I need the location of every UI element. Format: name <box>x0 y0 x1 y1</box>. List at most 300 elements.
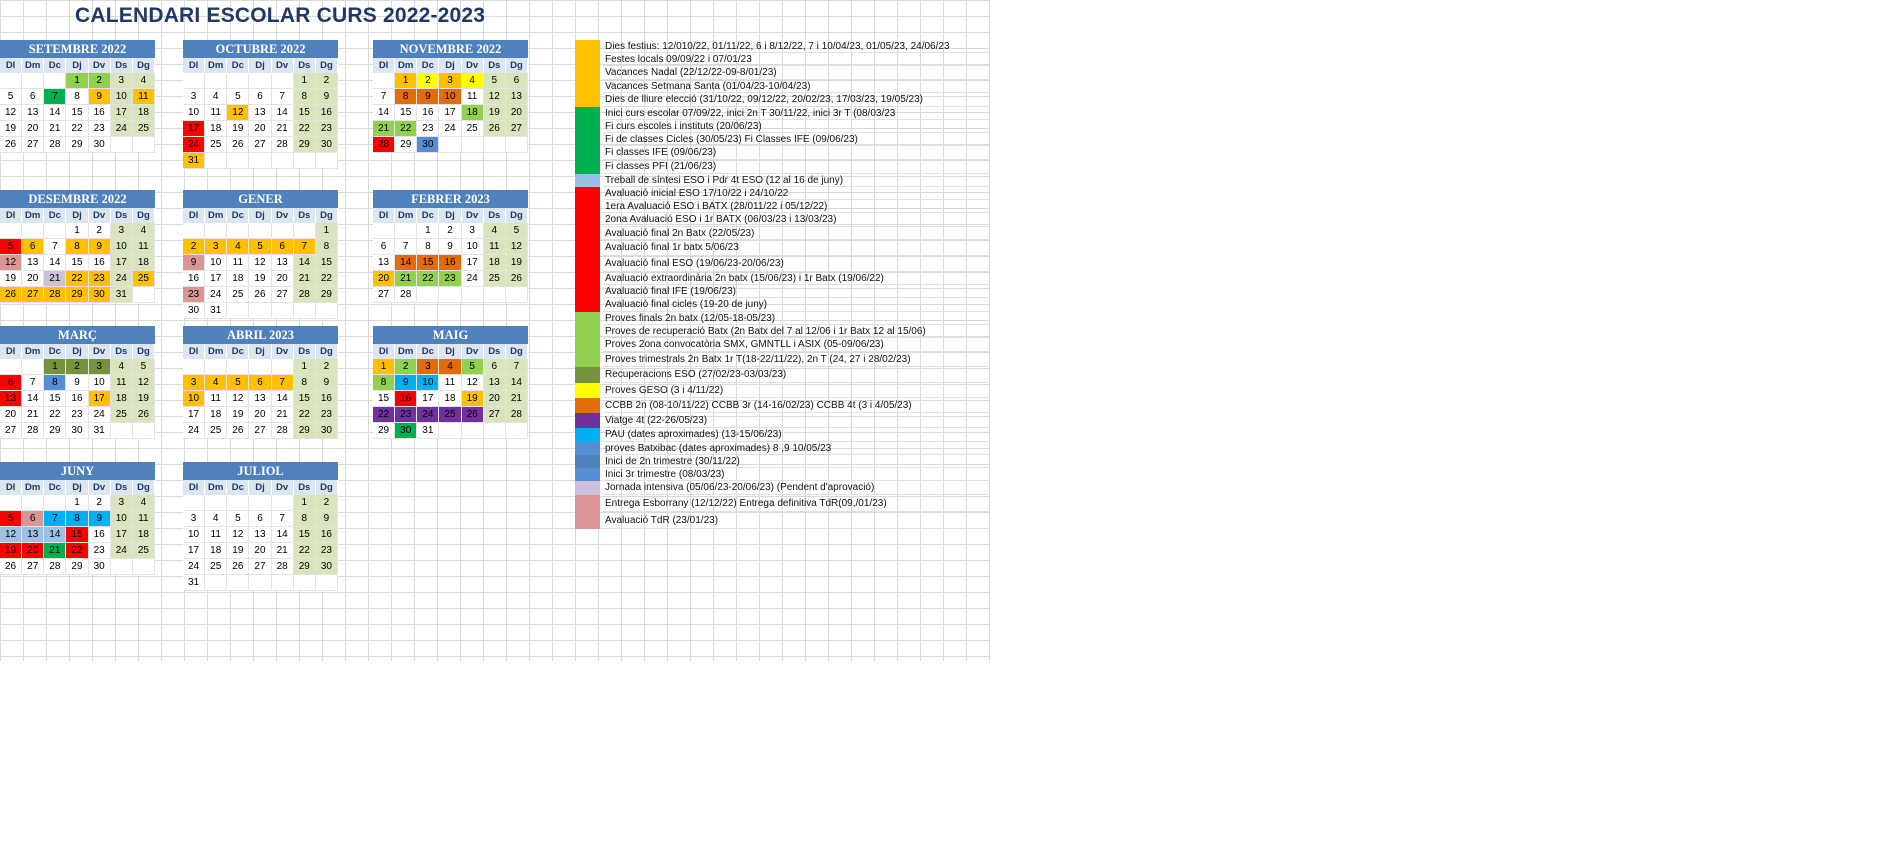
day-cell: 2 <box>417 73 439 89</box>
day-cell: 18 <box>205 543 227 559</box>
weekday-header: Dg <box>316 480 338 495</box>
day-cell: 27 <box>249 423 271 439</box>
legend-label: 1era Avaluació ESO i BATX (28/011/22 i 05/12/22) <box>605 200 828 212</box>
month-11 <box>183 462 338 591</box>
weekday-header: Dj <box>66 208 88 223</box>
legend-label: Vacances Setmana Santa (01/04/23-10/04/23) <box>605 80 811 92</box>
empty-cell <box>249 495 271 511</box>
weekday-header: Ds <box>484 58 506 73</box>
legend-item <box>575 272 990 285</box>
day-cell: 14 <box>44 255 66 271</box>
day-cell: 6 <box>484 359 506 375</box>
legend-item <box>575 146 990 160</box>
empty-cell <box>133 137 155 153</box>
legend-swatch <box>575 468 600 481</box>
weekday-header: Dv <box>462 58 484 73</box>
weekday-header: Dc <box>227 480 249 495</box>
day-cell: 4 <box>205 375 227 391</box>
day-cell: 15 <box>66 105 88 121</box>
legend-label: Proves 2ona convocatòria SMX, GMNTLL i ASIX (05-09/06/23) <box>605 339 884 350</box>
weekday-header: Dg <box>506 58 528 73</box>
weekday-header: Dv <box>272 480 294 495</box>
day-cell: 29 <box>316 287 338 303</box>
day-cell: 20 <box>272 271 294 287</box>
empty-cell <box>484 423 506 439</box>
weekday-header: Dm <box>22 58 44 73</box>
day-cell: 30 <box>316 423 338 439</box>
legend-item <box>575 80 990 93</box>
legend-label: PAU (dates aproximades) (13-15/06/23) <box>605 429 782 440</box>
day-cell: 29 <box>66 287 88 303</box>
day-cell: 30 <box>89 287 111 303</box>
day-cell: 21 <box>44 121 66 137</box>
day-cell: 2 <box>316 495 338 511</box>
empty-cell <box>227 575 249 591</box>
empty-cell <box>462 137 484 153</box>
day-cell: 21 <box>373 121 395 137</box>
weekday-header: Dv <box>462 344 484 359</box>
day-cell: 5 <box>462 359 484 375</box>
empty-cell <box>249 223 271 239</box>
legend-swatch <box>575 240 600 256</box>
legend-swatch <box>575 285 600 298</box>
day-cell: 4 <box>133 495 155 511</box>
day-cell: 19 <box>0 271 22 287</box>
page-title: CALENDARI ESCOLAR CURS 2022-2023 <box>75 4 486 27</box>
weekday-header: Dc <box>417 208 439 223</box>
legend-label: Avaluació inicial ESO 17/10/22 i 24/10/22 <box>605 187 789 199</box>
weekday-header: Dm <box>395 344 417 359</box>
day-cell: 23 <box>66 407 88 423</box>
day-cell: 17 <box>462 255 484 271</box>
day-cell: 18 <box>439 391 461 407</box>
day-cell: 10 <box>417 375 439 391</box>
weekday-header: Dc <box>417 58 439 73</box>
legend-item <box>575 187 990 200</box>
day-cell: 16 <box>395 391 417 407</box>
weekday-header: Ds <box>484 344 506 359</box>
day-cell: 28 <box>44 287 66 303</box>
day-cell: 15 <box>316 255 338 271</box>
day-cell: 9 <box>316 375 338 391</box>
legend-swatch <box>575 66 600 80</box>
legend-label: Inici curs escolar 07/09/22, inici 2n T 30/11/22, inici 3r T (08/03/23 <box>605 107 896 119</box>
day-cell: 12 <box>227 391 249 407</box>
day-cell: 12 <box>506 239 528 255</box>
legend-item <box>575 213 990 227</box>
weekday-header: Dl <box>183 58 205 73</box>
day-cell: 2 <box>66 359 88 375</box>
empty-cell <box>272 303 294 319</box>
legend-label: Avaluació final 1r batx 5/06/23 <box>605 242 739 253</box>
empty-cell <box>227 303 249 319</box>
legend-item <box>575 107 990 120</box>
day-cell: 8 <box>294 375 316 391</box>
weekday-header: Dc <box>227 58 249 73</box>
day-cell: 7 <box>22 375 44 391</box>
day-cell: 19 <box>227 543 249 559</box>
empty-cell <box>0 359 22 375</box>
day-cell: 20 <box>484 391 506 407</box>
empty-cell <box>294 223 316 239</box>
day-cell: 3 <box>439 73 461 89</box>
day-cell: 7 <box>373 89 395 105</box>
day-cell: 4 <box>111 359 133 375</box>
day-cell: 4 <box>205 511 227 527</box>
day-cell: 11 <box>205 391 227 407</box>
month-8 <box>183 326 338 439</box>
day-cell: 11 <box>439 375 461 391</box>
legend-label: Avaluació TdR (23/01/23) <box>605 514 719 526</box>
empty-cell <box>439 287 461 303</box>
day-cell: 18 <box>484 255 506 271</box>
day-cell: 15 <box>294 391 316 407</box>
day-cell: 22 <box>66 543 88 559</box>
weekday-header: Dm <box>205 58 227 73</box>
legend-label: Proves trimestrals 2n Batx 1r T(18-22/11/22), 2n T (24, 27 i 28/02/23) <box>605 353 911 365</box>
spreadsheet-grid <box>0 0 990 661</box>
day-cell: 10 <box>183 105 205 121</box>
day-cell: 27 <box>272 287 294 303</box>
day-cell: 4 <box>205 89 227 105</box>
month-3 <box>373 40 528 153</box>
legend-item <box>575 455 990 468</box>
month-4 <box>0 190 155 303</box>
empty-cell <box>316 153 338 169</box>
month-grid <box>183 208 338 319</box>
day-cell: 26 <box>462 407 484 423</box>
day-cell: 13 <box>22 255 44 271</box>
day-cell: 18 <box>133 105 155 121</box>
empty-cell <box>272 495 294 511</box>
day-cell: 13 <box>373 255 395 271</box>
day-cell: 11 <box>133 511 155 527</box>
day-cell: 30 <box>89 137 111 153</box>
weekday-header: Dm <box>205 480 227 495</box>
day-cell: 10 <box>89 375 111 391</box>
empty-cell <box>395 223 417 239</box>
legend-label: CCBB 2n (08-10/11/22) CCBB 3r (14-16/02/23) CCBB 4t (3 i 4/05/23) <box>605 399 912 411</box>
legend-item <box>575 285 990 298</box>
weekday-header: Ds <box>294 344 316 359</box>
day-cell: 28 <box>272 559 294 575</box>
legend-label: Recuperacions ESO (27/02/23-03/03/23) <box>605 369 787 380</box>
weekday-header: Dj <box>439 58 461 73</box>
day-cell: 30 <box>316 559 338 575</box>
day-cell: 18 <box>111 391 133 407</box>
day-cell: 17 <box>111 255 133 271</box>
weekday-header: Dv <box>89 208 111 223</box>
month-title: MAIG <box>373 326 528 344</box>
day-cell: 4 <box>484 223 506 239</box>
legend-item <box>575 160 990 174</box>
legend-item <box>575 200 990 213</box>
day-cell: 24 <box>183 137 205 153</box>
day-cell: 8 <box>294 511 316 527</box>
empty-cell <box>484 287 506 303</box>
legend-label: Jornada intensiva (05/06/23-20/06/23) (Pendent d'aprovació) <box>605 482 875 493</box>
legend-swatch <box>575 312 600 325</box>
legend-item <box>575 298 990 312</box>
day-cell: 24 <box>111 121 133 137</box>
legend-swatch <box>575 174 600 187</box>
day-cell: 27 <box>0 423 22 439</box>
empty-cell <box>462 287 484 303</box>
empty-cell <box>133 559 155 575</box>
day-cell: 20 <box>249 543 271 559</box>
day-cell: 8 <box>373 375 395 391</box>
empty-cell <box>506 423 528 439</box>
legend-label: Avaluació final IFE (19/06/23) <box>605 285 737 297</box>
day-cell: 5 <box>249 239 271 255</box>
empty-cell <box>22 495 44 511</box>
legend-item <box>575 227 990 240</box>
month-2 <box>183 40 338 169</box>
weekday-header: Dg <box>133 480 155 495</box>
day-cell: 30 <box>183 303 205 319</box>
day-cell: 25 <box>439 407 461 423</box>
day-cell: 20 <box>22 543 44 559</box>
day-cell: 29 <box>294 423 316 439</box>
day-cell: 12 <box>0 105 22 121</box>
weekday-header: Ds <box>294 480 316 495</box>
weekday-header: Dv <box>89 344 111 359</box>
day-cell: 9 <box>316 89 338 105</box>
empty-cell <box>0 495 22 511</box>
legend-label: proves Batxibac (dates aproximades) 8 ,9 10/05/23 <box>605 442 832 454</box>
day-cell: 24 <box>183 423 205 439</box>
weekday-header: Dg <box>316 58 338 73</box>
day-cell: 11 <box>484 239 506 255</box>
day-cell: 23 <box>417 121 439 137</box>
legend-swatch <box>575 146 600 160</box>
weekday-header: Dl <box>183 208 205 223</box>
day-cell: 13 <box>506 89 528 105</box>
legend-label: Fi classes IFE (09/06/23) <box>605 147 717 158</box>
empty-cell <box>316 303 338 319</box>
month-grid <box>0 208 155 303</box>
day-cell: 27 <box>22 559 44 575</box>
day-cell: 24 <box>462 271 484 287</box>
day-cell: 3 <box>183 375 205 391</box>
day-cell: 31 <box>183 575 205 591</box>
day-cell: 9 <box>183 255 205 271</box>
day-cell: 30 <box>395 423 417 439</box>
weekday-header: Dc <box>227 208 249 223</box>
weekday-header: Dj <box>66 58 88 73</box>
day-cell: 26 <box>133 407 155 423</box>
empty-cell <box>227 359 249 375</box>
day-cell: 23 <box>89 121 111 137</box>
weekday-header: Ds <box>111 208 133 223</box>
empty-cell <box>205 223 227 239</box>
day-cell: 13 <box>249 105 271 121</box>
day-cell: 8 <box>44 375 66 391</box>
legend-item <box>575 93 990 107</box>
legend-swatch <box>575 495 600 512</box>
day-cell: 24 <box>205 287 227 303</box>
month-title: JULIOL <box>183 462 338 480</box>
day-cell: 12 <box>227 105 249 121</box>
legend-swatch <box>575 187 600 200</box>
day-cell: 25 <box>111 407 133 423</box>
legend-swatch <box>575 428 600 442</box>
legend-item <box>575 325 990 338</box>
day-cell: 27 <box>373 287 395 303</box>
weekday-header: Dl <box>373 344 395 359</box>
legend-label: Fi classes PFI (21/06/23) <box>605 161 717 172</box>
day-cell: 14 <box>22 391 44 407</box>
weekday-header: Dc <box>44 58 66 73</box>
day-cell: 29 <box>395 137 417 153</box>
day-cell: 26 <box>0 287 22 303</box>
weekday-header: Ds <box>294 208 316 223</box>
day-cell: 26 <box>227 137 249 153</box>
day-cell: 14 <box>272 391 294 407</box>
day-cell: 11 <box>133 239 155 255</box>
day-cell: 28 <box>373 137 395 153</box>
month-grid <box>373 208 528 303</box>
day-cell: 22 <box>294 543 316 559</box>
day-cell: 16 <box>439 255 461 271</box>
day-cell: 18 <box>133 527 155 543</box>
day-cell: 23 <box>316 407 338 423</box>
day-cell: 5 <box>0 511 22 527</box>
day-cell: 9 <box>395 375 417 391</box>
day-cell: 28 <box>294 287 316 303</box>
weekday-header: Dv <box>272 344 294 359</box>
day-cell: 24 <box>89 407 111 423</box>
legend-swatch <box>575 413 600 428</box>
legend-label: Fi de classes Cicles (30/05/23) Fi Classes IFE (09/06/23) <box>605 133 858 145</box>
day-cell: 17 <box>89 391 111 407</box>
day-cell: 3 <box>111 223 133 239</box>
weekday-header: Dm <box>22 480 44 495</box>
day-cell: 21 <box>272 407 294 423</box>
day-cell: 26 <box>0 559 22 575</box>
weekday-header: Dl <box>183 344 205 359</box>
month-10 <box>0 462 155 575</box>
legend-swatch <box>575 442 600 455</box>
day-cell: 7 <box>44 239 66 255</box>
legend-item <box>575 40 990 53</box>
empty-cell <box>249 303 271 319</box>
weekday-header: Dg <box>506 344 528 359</box>
legend-item <box>575 133 990 146</box>
day-cell: 16 <box>89 105 111 121</box>
day-cell: 10 <box>439 89 461 105</box>
day-cell: 8 <box>66 239 88 255</box>
weekday-header: Dj <box>249 208 271 223</box>
day-cell: 7 <box>272 511 294 527</box>
empty-cell <box>227 73 249 89</box>
day-cell: 20 <box>22 271 44 287</box>
day-cell: 17 <box>183 121 205 137</box>
day-cell: 17 <box>111 105 133 121</box>
day-cell: 27 <box>249 559 271 575</box>
empty-cell <box>294 153 316 169</box>
day-cell: 24 <box>417 407 439 423</box>
legend-item <box>575 468 990 481</box>
empty-cell <box>183 223 205 239</box>
month-title: SETEMBRE 2022 <box>0 40 155 58</box>
weekday-header: Dm <box>205 344 227 359</box>
day-cell: 29 <box>44 423 66 439</box>
empty-cell <box>44 495 66 511</box>
legend-label: Entrega Esborrany (12/12/22) Entrega definitiva TdR(09,/01/23) <box>605 497 887 509</box>
legend-label: Avaluació extraordinària 2n batx (15/06/23) i 1r Batx (19/06/22) <box>605 272 884 284</box>
day-cell: 15 <box>373 391 395 407</box>
empty-cell <box>0 73 22 89</box>
weekday-header: Ds <box>111 480 133 495</box>
legend-item <box>575 481 990 495</box>
day-cell: 6 <box>249 89 271 105</box>
day-cell: 19 <box>0 121 22 137</box>
legend-swatch <box>575 272 600 285</box>
day-cell: 27 <box>22 287 44 303</box>
day-cell: 4 <box>439 359 461 375</box>
legend-swatch <box>575 93 600 107</box>
day-cell: 15 <box>294 527 316 543</box>
day-cell: 5 <box>133 359 155 375</box>
day-cell: 1 <box>417 223 439 239</box>
day-cell: 16 <box>183 271 205 287</box>
day-cell: 6 <box>249 511 271 527</box>
month-title: GENER <box>183 190 338 208</box>
legend-item <box>575 338 990 352</box>
day-cell: 28 <box>506 407 528 423</box>
day-cell: 14 <box>373 105 395 121</box>
month-title: OCTUBRE 2022 <box>183 40 338 58</box>
day-cell: 9 <box>89 239 111 255</box>
day-cell: 20 <box>506 105 528 121</box>
legend-item <box>575 495 990 512</box>
empty-cell <box>44 223 66 239</box>
day-cell: 16 <box>316 105 338 121</box>
day-cell: 26 <box>0 137 22 153</box>
day-cell: 25 <box>133 543 155 559</box>
empty-cell <box>439 423 461 439</box>
day-cell: 23 <box>316 121 338 137</box>
day-cell: 23 <box>183 287 205 303</box>
empty-cell <box>373 73 395 89</box>
day-cell: 19 <box>133 391 155 407</box>
day-cell: 10 <box>462 239 484 255</box>
empty-cell <box>249 575 271 591</box>
legend-item <box>575 256 990 272</box>
day-cell: 7 <box>506 359 528 375</box>
day-cell: 6 <box>272 239 294 255</box>
legend-label: Inici 3r trimestre (08/03/23) <box>605 468 725 480</box>
day-cell: 1 <box>66 495 88 511</box>
day-cell: 16 <box>89 527 111 543</box>
empty-cell <box>205 153 227 169</box>
weekday-header: Dg <box>506 208 528 223</box>
day-cell: 1 <box>294 73 316 89</box>
day-cell: 13 <box>484 375 506 391</box>
legend-swatch <box>575 398 600 413</box>
day-cell: 23 <box>89 543 111 559</box>
day-cell: 7 <box>395 239 417 255</box>
day-cell: 28 <box>272 423 294 439</box>
legend-swatch <box>575 338 600 352</box>
day-cell: 19 <box>227 121 249 137</box>
weekday-header: Dv <box>462 208 484 223</box>
day-cell: 22 <box>395 121 417 137</box>
day-cell: 19 <box>484 105 506 121</box>
month-title: DESEMBRE 2022 <box>0 190 155 208</box>
day-cell: 3 <box>417 359 439 375</box>
